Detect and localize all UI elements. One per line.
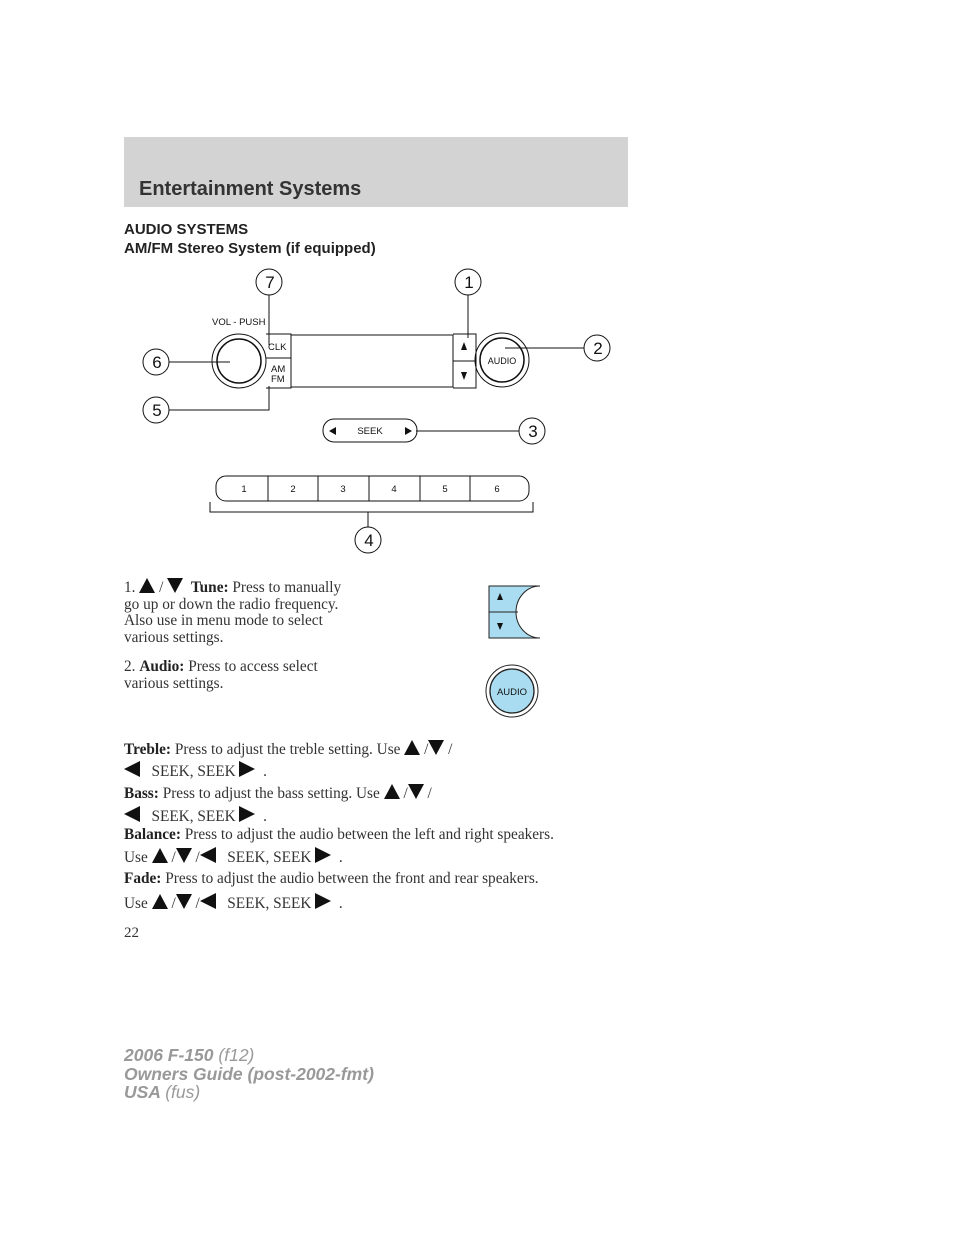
down-arrow-icon <box>408 784 424 799</box>
seek-right-icon <box>239 761 255 777</box>
bass-line-1: Bass: Press to adjust the bass setting. Use / / <box>124 785 432 802</box>
seek-right-icon <box>239 806 255 822</box>
seek-right-icon <box>315 847 331 863</box>
volume-knob-inner <box>217 339 261 383</box>
down-arrow-icon <box>176 848 192 863</box>
audio-label: AUDIO <box>487 356 517 366</box>
balance-line-1: Balance: Press to adjust the audio between the left and right speakers. <box>124 826 554 843</box>
callout-5: 5 <box>152 401 162 420</box>
heading-audio-systems: AUDIO SYSTEMS <box>124 221 249 238</box>
up-arrow-icon <box>152 894 168 909</box>
callout-7: 7 <box>265 273 275 292</box>
callout-1: 1 <box>464 273 474 292</box>
seek-right-icon <box>405 427 412 435</box>
down-arrow-icon <box>167 578 183 593</box>
page-number: 22 <box>124 925 139 941</box>
audio-description: 2. Audio: Press to access select various settings. <box>124 658 318 692</box>
preset-5: 5 <box>442 484 448 495</box>
treble-line-2: SEEK, SEEK . <box>124 761 267 781</box>
fade-line-2: Use / / SEEK, SEEK . <box>124 895 343 912</box>
preset-4: 4 <box>391 484 397 495</box>
tune-down-icon <box>461 372 467 380</box>
preset-2: 2 <box>290 484 296 495</box>
preset-6: 6 <box>494 484 500 495</box>
up-arrow-icon <box>384 784 400 799</box>
seek-label: SEEK <box>357 426 383 437</box>
seek-left-icon <box>124 806 140 822</box>
clk-label: CLK <box>268 342 287 353</box>
section-title: Entertainment Systems <box>139 178 362 200</box>
tune-button-illustration <box>480 580 550 644</box>
down-arrow-icon <box>428 740 444 755</box>
up-arrow-icon <box>404 740 420 755</box>
am-label: AM <box>271 364 286 375</box>
callout-6: 6 <box>152 353 162 372</box>
bass-line-2: SEEK, SEEK . <box>124 806 267 826</box>
seek-left-icon <box>200 847 216 863</box>
fade-line-1: Fade: Press to adjust the audio between the front and rear speakers. <box>124 870 539 887</box>
callout-3: 3 <box>528 422 538 441</box>
callout-4: 4 <box>364 531 374 550</box>
volume-knob-outer <box>212 334 266 388</box>
preset-3: 3 <box>340 484 346 495</box>
radio-diagram <box>0 0 954 600</box>
preset-bar <box>216 476 529 501</box>
footer: 2006 F-150 (f12) Owners Guide (post-2002-fmt) USA (fus) <box>124 1045 374 1102</box>
up-arrow-icon <box>152 848 168 863</box>
treble-line-1: Treble: Press to adjust the treble setting. Use / / <box>124 741 453 758</box>
vol-push-label: VOL - PUSH <box>212 317 266 328</box>
callout-2: 2 <box>593 339 603 358</box>
up-arrow-icon <box>139 578 155 593</box>
fm-label: FM <box>271 374 285 385</box>
down-arrow-icon <box>176 894 192 909</box>
seek-left-icon <box>200 893 216 909</box>
tune-description: 1. / Tune: Press to manually go up or down the radio frequency. Also use in menu mode to select various settings. <box>124 579 342 646</box>
heading-stereo-system: AM/FM Stereo System (if equipped) <box>124 240 376 257</box>
audio-button-label: AUDIO <box>496 687 528 698</box>
seek-left-icon <box>329 427 336 435</box>
audio-button-illustration <box>483 663 543 721</box>
tune-up-icon <box>461 342 467 350</box>
preset-1: 1 <box>241 484 247 495</box>
seek-right-icon <box>315 893 331 909</box>
radio-display <box>291 335 453 387</box>
balance-line-2: Use / / SEEK, SEEK . <box>124 849 343 866</box>
seek-left-icon <box>124 761 140 777</box>
